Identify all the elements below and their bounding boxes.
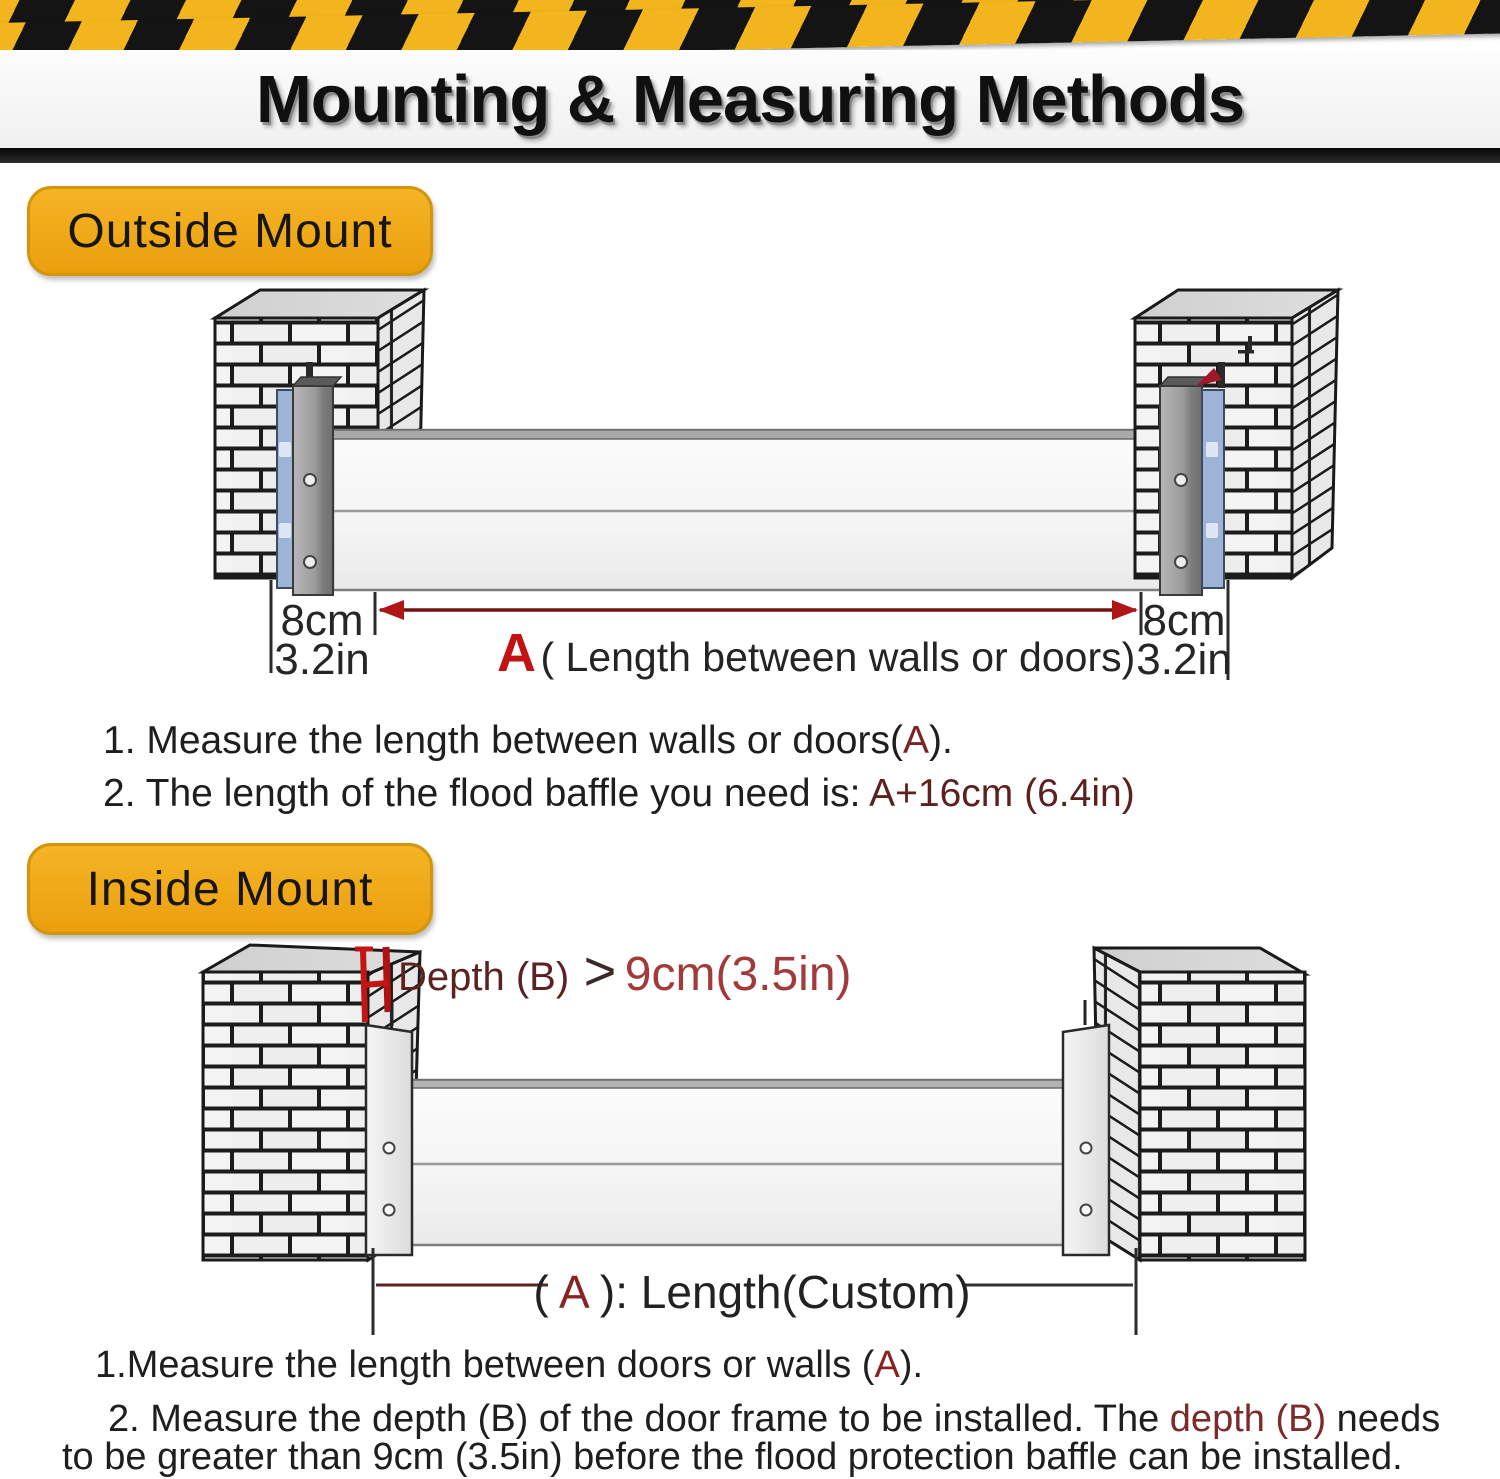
screw [1081, 1143, 1092, 1154]
left-seal-strip [277, 390, 293, 588]
page-title: Mounting & Measuring Methods [255, 61, 1245, 137]
inside-step-2-line-2 [62, 1436, 1403, 1479]
right-3.2in-label: 3.2in [1136, 635, 1232, 684]
flood-barrier-panel [333, 430, 1170, 590]
inside-right-bracket [1063, 1000, 1109, 1255]
seal-highlight [279, 442, 291, 457]
outside-mount-badge-label: Outside Mount [67, 204, 393, 258]
screw [304, 556, 316, 568]
step-text: 1.Measure the length between doors or walls ( [95, 1344, 875, 1386]
pillar-side-face [1292, 290, 1338, 578]
outside-mount-diagram [0, 280, 1500, 710]
step-highlight: A+16cm (6.4in) [869, 772, 1135, 815]
screw [384, 1205, 395, 1216]
pillar-front-face [1140, 972, 1305, 1260]
inside-step-2-line-1 [108, 1398, 1440, 1441]
depth-label: Depth (B) > 9cm(3.5in) [398, 940, 852, 1002]
step-highlight: depth (B) [1169, 1398, 1327, 1440]
length-label: ( A ): Length(Custom) [533, 1266, 971, 1318]
step-text: to be greater than 9cm (3.5in) before the flood protection baffle can be installed. [62, 1436, 1403, 1478]
outside-right-mount [1160, 362, 1225, 595]
brick-mark [1238, 350, 1254, 354]
left-3.2in-label: 3.2in [274, 635, 370, 684]
arrowhead-left-icon [378, 600, 404, 620]
step-text: 1. Measure the length between walls or doors( [103, 719, 903, 762]
screw [384, 1143, 395, 1154]
channel-bracket [1063, 1025, 1109, 1255]
right-seal-strip [1202, 390, 1224, 588]
outside-step-1 [103, 719, 953, 763]
left-8cm-label: 8cm [280, 596, 364, 645]
step-highlight: A [874, 1344, 900, 1386]
inside-right-pillar [1094, 948, 1305, 1260]
outside-measurement [271, 580, 1232, 684]
step-text: ). [928, 719, 953, 762]
right-8cm-label: 8cm [1142, 596, 1226, 645]
depth-gauge-crossbar [363, 983, 388, 985]
outside-step-2 [103, 772, 1135, 816]
pillar-front-face [203, 972, 368, 1260]
arrowhead-right-icon [1112, 600, 1138, 620]
screw [1175, 474, 1187, 486]
inside-step-1 [95, 1344, 923, 1387]
step-text: ). [899, 1344, 924, 1386]
span-label: A ( Length between walls or doors) [497, 623, 1136, 683]
seal-highlight [1206, 442, 1218, 457]
inside-mount-badge [27, 843, 433, 935]
flood-barrier-panel-inside [408, 1080, 1092, 1245]
inside-mount-diagram [0, 940, 1500, 1360]
step-highlight: A [902, 719, 929, 762]
depth-gauge-right-leg [386, 947, 388, 1012]
inside-measurement [373, 1248, 1136, 1335]
channel-bracket [366, 1025, 412, 1255]
step-text: 2. Measure the depth (B) of the door frame to be installed. The [108, 1398, 1170, 1440]
screw [304, 474, 316, 486]
bracket-top-cap [293, 377, 341, 386]
barrier-body [408, 1080, 1092, 1245]
barrier-top-rail [408, 1080, 1092, 1088]
step-text: needs [1326, 1398, 1441, 1440]
inside-mount-badge-label: Inside Mount [86, 862, 374, 916]
inside-left-bracket [366, 1002, 412, 1255]
screw [1175, 556, 1187, 568]
header-divider-bar [0, 148, 1500, 163]
brick-mark [1248, 336, 1252, 352]
step-text: 2. The length of the flood baffle you need is: [103, 772, 870, 815]
barrier-top-rail [333, 430, 1170, 439]
outside-mount-badge [27, 186, 433, 276]
seal-highlight [1206, 523, 1218, 538]
outside-left-mount [277, 362, 341, 595]
seal-highlight [279, 523, 291, 538]
screw [1081, 1205, 1092, 1216]
title-band [0, 50, 1500, 148]
anchor-pin [1218, 362, 1225, 388]
